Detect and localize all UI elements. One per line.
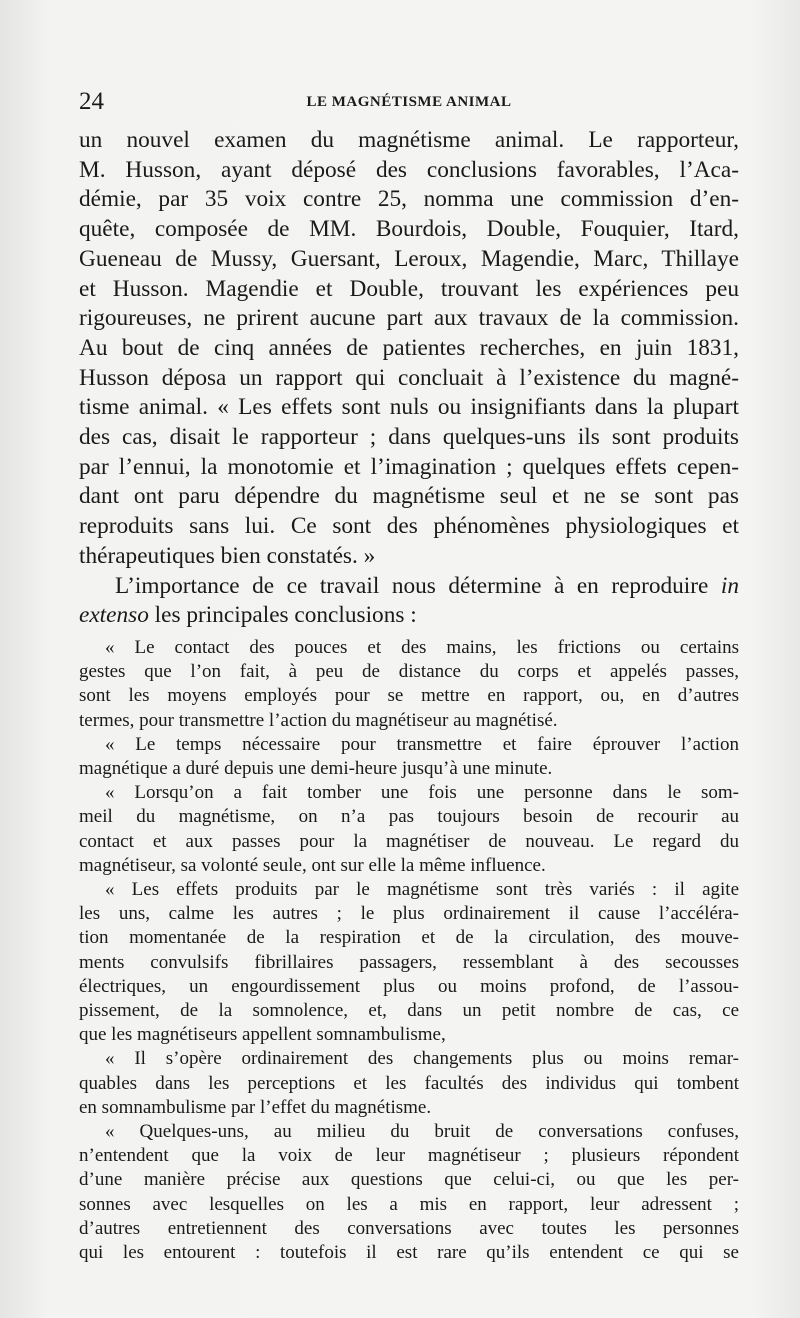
text-line: et Husson. Magendie et Double, trouvant les expériences peu	[79, 275, 739, 302]
quote-paragraph-3	[79, 781, 739, 878]
text-line: « Quelques-uns, au milieu du bruit de conversations confuses,	[105, 1121, 739, 1143]
text-line: reproduits sans lui. Ce sont des phénomènes physiologiques et	[79, 513, 739, 540]
page-header	[79, 88, 739, 118]
text-line: quables dans les perceptions et les facultés des individus qui tombent	[79, 1072, 739, 1094]
text-line: dant ont paru dépendre du magnétisme seul et ne se sont pas	[79, 483, 739, 510]
text-line: électriques, un engourdissement plus ou moins profond, de l’assou-	[79, 975, 739, 997]
text-line: les uns, calme les autres ; le plus ordinairement il cause l’accéléra-	[79, 903, 739, 925]
text-line: « Le temps nécessaire pour transmettre et faire éprouver l’action	[105, 733, 739, 755]
italic-text: extenso	[79, 602, 149, 629]
text-line: sont les moyens employés pour se mettre en rapport, ou, en d’autres	[79, 685, 739, 707]
text-line: en somnambulisme par l’effet du magnétisme.	[79, 1096, 432, 1118]
text-line: que les magnétiseurs appellent somnambulisme,	[79, 1024, 446, 1046]
paragraph-2	[79, 572, 739, 631]
quote-paragraph-1	[79, 636, 739, 733]
text-line: Husson déposa un rapport qui concluait à l’existence du magné-	[79, 364, 739, 391]
quote-paragraph-6	[79, 1120, 739, 1265]
text-line: magnétiseur, sa volonté seule, ont sur elle la même influence.	[79, 854, 546, 876]
text-line: « Le contact des pouces et des mains, les frictions ou certains	[105, 637, 739, 658]
text-line: M. Husson, ayant déposé des conclusions favorables, l’Aca-	[79, 156, 739, 183]
text-line	[79, 601, 739, 631]
quote-paragraph-4	[79, 878, 739, 1047]
quote-paragraph-2	[79, 733, 739, 781]
text-line: rigoureuses, ne prirent aucune part aux travaux de la commission.	[79, 305, 739, 332]
text-line: « Les effets produits par le magnétisme sont très variés : il agite	[105, 879, 739, 901]
text-line: des cas, disait le rapporteur ; dans quelques-uns ils sont produits	[79, 424, 739, 451]
text-line: Gueneau de Mussy, Guersant, Leroux, Magendie, Marc, Thillaye	[79, 245, 739, 272]
text-line: Au bout de cinq années de patientes recherches, en juin 1831,	[79, 334, 739, 361]
quoted-conclusions	[79, 636, 739, 1265]
text-line: magnétique a duré depuis une demi-heure jusqu’à une minute.	[79, 758, 553, 780]
quote-paragraph-5	[79, 1047, 739, 1120]
text-line: « Lorsqu’on a fait tomber une fois une personne dans le som-	[105, 782, 739, 804]
main-text	[79, 126, 739, 631]
text-segment: L’importance de ce travail nous détermine à en reproduire	[115, 572, 709, 599]
text-line: tion momentanée de la respiration et de la circulation, des mouve-	[79, 927, 739, 949]
text-line: contact et aux passes pour la magnétiser de nouveau. Le regard du	[79, 830, 739, 852]
text-line: un nouvel examen du magnétisme animal. Le rapporteur,	[79, 127, 739, 153]
text-line: gestes que l’on fait, à peu de distance du corps et appelés passes,	[79, 661, 739, 683]
text-line: qui les entourent : toutefois il est rare qu’ils entendent ce qui se	[79, 1242, 739, 1264]
paragraph-1	[79, 126, 739, 572]
text-line	[79, 572, 739, 602]
text-line: d’une manière précise aux questions que celui-ci, ou que les per-	[79, 1169, 739, 1191]
text-line: termes, pour transmettre l’action du magnétiseur au magnétisé.	[79, 709, 558, 731]
text-line: meil du magnétisme, on n’a pas toujours besoin de recourir au	[79, 806, 739, 828]
text-line: tisme animal. « Les effets sont nuls ou insignifiants dans la plupart	[79, 394, 739, 421]
text-line: n’entendent que la voix de leur magnétiseur ; plusieurs répondent	[79, 1145, 739, 1167]
text-line: thérapeutiques bien constatés. »	[79, 542, 376, 569]
text-line: « Il s’opère ordinairement des changements plus ou moins remar-	[105, 1048, 739, 1070]
text-line: d’autres entretiennent des conversations avec toutes les personnes	[79, 1217, 739, 1239]
text-line: ments convulsifs fibrillaires passagers, ressemblant à des secousses	[79, 951, 739, 973]
text-segment: les principales conclusions :	[148, 602, 417, 629]
italic-text: in	[720, 572, 739, 599]
text-line: pissement, de la somnolence, et, dans un petit nombre de cas, ce	[79, 1000, 739, 1022]
text-line: sonnes avec lesquelles on les a mis en rapport, leur adressent ;	[79, 1193, 739, 1215]
running-title: LE MAGNÉTISME ANIMAL	[306, 94, 512, 110]
text-line: quête, composée de MM. Bourdois, Double, Fouquier, Itard,	[79, 216, 739, 243]
text-line: démie, par 35 voix contre 25, nomma une commission d’en-	[79, 186, 739, 213]
text-line: par l’ennui, la monotomie et l’imagination ; quelques effets cepen-	[79, 453, 739, 480]
page-number: 24	[79, 88, 104, 115]
